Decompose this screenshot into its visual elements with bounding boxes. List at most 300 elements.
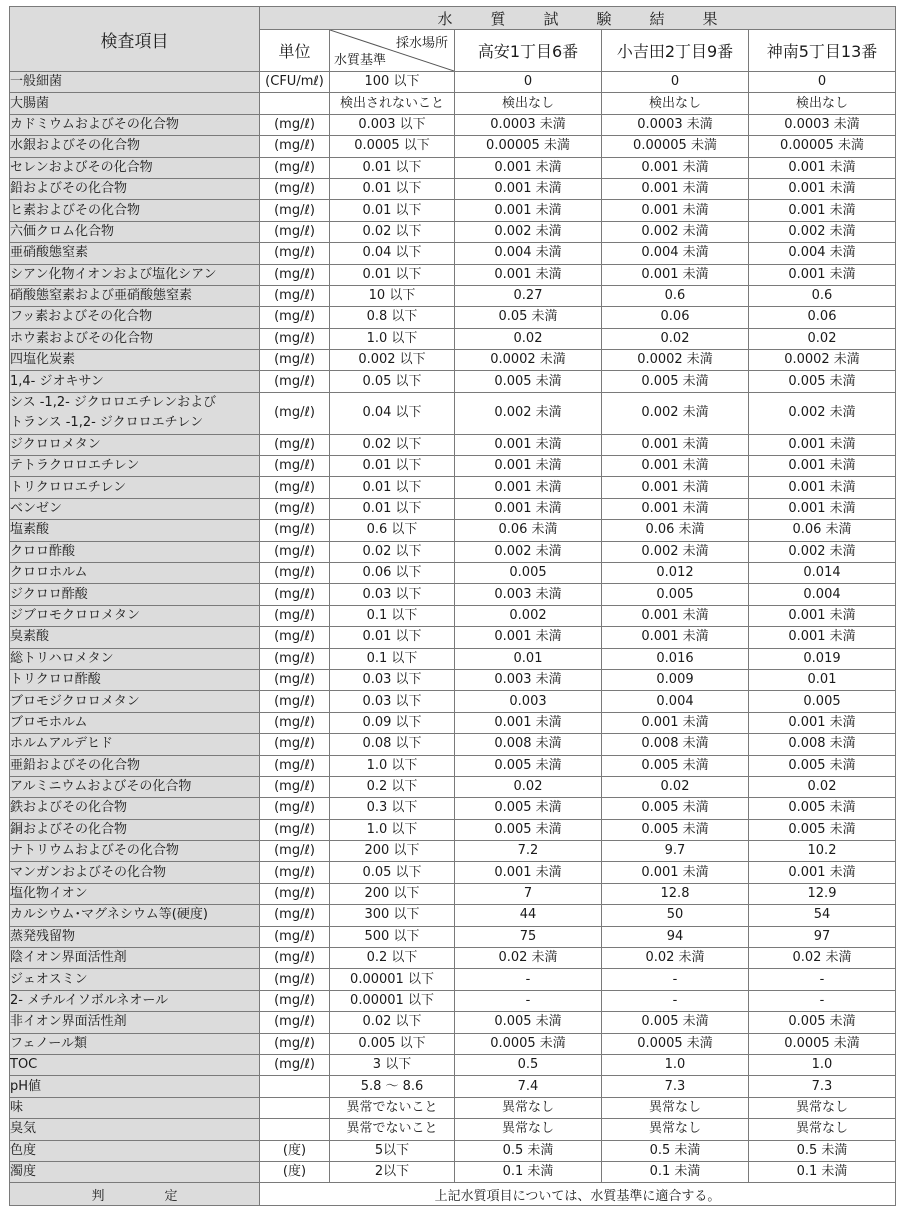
judgement-label-cell xyxy=(10,1183,260,1206)
item-standard: 0.0005 以下 xyxy=(330,136,455,157)
item-name-line: 濁度 xyxy=(10,1164,37,1180)
result-value: 0.00005 未満 xyxy=(602,136,749,157)
item-name xyxy=(10,584,260,605)
item-unit: (mg/ℓ) xyxy=(260,136,330,157)
item-standard: 0.01 以下 xyxy=(330,498,455,519)
result-value: 0.1 未満 xyxy=(749,1161,896,1182)
item-standard: 0.6 以下 xyxy=(330,520,455,541)
item-name xyxy=(10,734,260,755)
result-value: 0.002 未満 xyxy=(749,392,896,434)
result-value: 0.02 未満 xyxy=(602,948,749,969)
result-value: 異常なし xyxy=(455,1119,602,1140)
item-unit: (CFU/mℓ) xyxy=(260,72,330,93)
item-name xyxy=(10,1076,260,1097)
result-value: 0.001 未満 xyxy=(749,456,896,477)
result-value: 0.005 未満 xyxy=(455,798,602,819)
result-value: 0.01 xyxy=(455,648,602,669)
result-value: 0.0003 未満 xyxy=(602,114,749,135)
result-value: 0.012 xyxy=(602,563,749,584)
item-standard: 0.00001 以下 xyxy=(330,969,455,990)
item-name-line: 陰イオン界面活性剤 xyxy=(10,950,127,966)
item-name-line: ブロモホルム xyxy=(10,714,88,730)
item-unit: (度) xyxy=(260,1161,330,1182)
item-name-line: 硝酸態窒素および亜硝酸態窒素 xyxy=(10,288,193,304)
site-header: 高安1丁目6番 xyxy=(455,30,602,72)
item-name-line: 塩素酸 xyxy=(10,522,50,538)
result-value: 0.001 未満 xyxy=(749,264,896,285)
result-value: 0.0005 未満 xyxy=(455,1033,602,1054)
item-name-line: 銅およびその化合物 xyxy=(10,821,128,837)
item-unit: (mg/ℓ) xyxy=(260,563,330,584)
table-row xyxy=(10,285,896,306)
item-name-line: 亜鉛およびその化合物 xyxy=(10,757,141,773)
table-row xyxy=(10,926,896,947)
item-standard: 検出されないこと xyxy=(330,93,455,114)
item-standard: 0.01 以下 xyxy=(330,178,455,199)
item-name xyxy=(10,350,260,371)
table-row xyxy=(10,200,896,221)
header-unit: 単位 xyxy=(260,30,330,72)
item-standard: 0.06 以下 xyxy=(330,563,455,584)
item-name-line: ブロモジクロロメタン xyxy=(10,693,140,709)
item-standard: 0.01 以下 xyxy=(330,200,455,221)
results-title-cell xyxy=(260,7,896,30)
result-value: 0.005 未満 xyxy=(749,819,896,840)
item-name xyxy=(10,264,260,285)
result-value: 0.014 xyxy=(749,563,896,584)
result-value: 0.005 未満 xyxy=(455,371,602,392)
item-name xyxy=(10,541,260,562)
item-name xyxy=(10,328,260,349)
table-row xyxy=(10,798,896,819)
item-name xyxy=(10,136,260,157)
item-unit: (mg/ℓ) xyxy=(260,114,330,135)
item-name xyxy=(10,178,260,199)
result-value: 0.5 未満 xyxy=(749,1140,896,1161)
result-value: 0.06 未満 xyxy=(602,520,749,541)
item-unit: (mg/ℓ) xyxy=(260,734,330,755)
result-value: 0.02 xyxy=(455,328,602,349)
result-value: 0.001 未満 xyxy=(602,862,749,883)
item-name-line: シアン化物イオンおよび塩化シアン xyxy=(10,266,217,282)
item-unit: (mg/ℓ) xyxy=(260,862,330,883)
result-value: 0.0005 未満 xyxy=(749,1033,896,1054)
table-row xyxy=(10,755,896,776)
item-name xyxy=(10,798,260,819)
result-value: 0.001 未満 xyxy=(749,157,896,178)
table-row xyxy=(10,776,896,797)
item-standard: 0.08 以下 xyxy=(330,734,455,755)
item-name-line: 1,4- ジオキサン xyxy=(10,373,104,389)
item-name xyxy=(10,1119,260,1140)
item-name xyxy=(10,114,260,135)
item-name-line: ベンゼン xyxy=(10,501,63,517)
item-name-line: 非イオン界面活性剤 xyxy=(10,1014,127,1030)
header-site-standard xyxy=(330,30,455,72)
item-name-line: フッ素およびその化合物 xyxy=(10,309,153,325)
result-value: - xyxy=(749,969,896,990)
item-unit: (mg/ℓ) xyxy=(260,691,330,712)
item-unit: (mg/ℓ) xyxy=(260,200,330,221)
result-value: 50 xyxy=(602,905,749,926)
result-value: 0.06 xyxy=(602,307,749,328)
result-value: 0.0002 未満 xyxy=(749,350,896,371)
item-unit xyxy=(260,1076,330,1097)
result-value: 0.004 xyxy=(602,691,749,712)
table-row xyxy=(10,498,896,519)
item-standard: 0.04 以下 xyxy=(330,243,455,264)
item-name-line: トランス -1,2- ジクロロエチレン xyxy=(10,415,204,431)
item-name xyxy=(10,243,260,264)
item-name-line: シス -1,2- ジクロロエチレンおよび xyxy=(10,395,217,411)
table-row xyxy=(10,157,896,178)
item-name xyxy=(10,72,260,93)
result-value: 0.005 未満 xyxy=(455,1012,602,1033)
result-value: 0.00005 未満 xyxy=(749,136,896,157)
item-name xyxy=(10,948,260,969)
result-value: - xyxy=(602,969,749,990)
result-value: 0.001 未満 xyxy=(602,605,749,626)
item-unit: (mg/ℓ) xyxy=(260,990,330,1011)
item-standard: 0.03 以下 xyxy=(330,691,455,712)
item-name-line: ヒ素およびその化合物 xyxy=(10,202,141,218)
result-value: 0.009 xyxy=(602,669,749,690)
result-value: 0.004 未満 xyxy=(602,243,749,264)
result-value: 0.005 未満 xyxy=(602,755,749,776)
table-row xyxy=(10,392,896,434)
result-value: 異常なし xyxy=(749,1097,896,1118)
result-value: 0.002 xyxy=(455,605,602,626)
result-value: 0.005 未満 xyxy=(749,371,896,392)
result-value: 1.0 xyxy=(749,1054,896,1075)
item-name-line: ジェオスミン xyxy=(10,971,88,987)
item-unit: (mg/ℓ) xyxy=(260,712,330,733)
result-value: 0.005 未満 xyxy=(455,755,602,776)
table-row xyxy=(10,541,896,562)
item-unit: (mg/ℓ) xyxy=(260,434,330,455)
result-value: 0.001 未満 xyxy=(749,712,896,733)
table-row xyxy=(10,605,896,626)
item-standard: 100 以下 xyxy=(330,72,455,93)
table-row xyxy=(10,691,896,712)
item-name xyxy=(10,498,260,519)
result-value: 0.002 未満 xyxy=(749,221,896,242)
result-value: 0.001 未満 xyxy=(602,477,749,498)
result-value: 0.002 未満 xyxy=(602,541,749,562)
table-row xyxy=(10,72,896,93)
item-standard: 0.03 以下 xyxy=(330,669,455,690)
result-value: 0.005 未満 xyxy=(455,819,602,840)
result-value: 7.3 xyxy=(602,1076,749,1097)
item-standard: 0.03 以下 xyxy=(330,584,455,605)
result-value: 0.02 xyxy=(749,776,896,797)
item-name-line: 鉛およびその化合物 xyxy=(10,181,128,197)
result-value: 0.002 未満 xyxy=(602,392,749,434)
item-name xyxy=(10,285,260,306)
result-value: 0.6 xyxy=(749,285,896,306)
result-value: 0.001 未満 xyxy=(602,627,749,648)
item-name xyxy=(10,520,260,541)
result-value: 0.001 未満 xyxy=(455,862,602,883)
table-row xyxy=(10,477,896,498)
item-name-line: TOC xyxy=(10,1057,38,1073)
table-row xyxy=(10,114,896,135)
item-name xyxy=(10,691,260,712)
item-standard: 0.02 以下 xyxy=(330,541,455,562)
result-value: 0.008 未満 xyxy=(455,734,602,755)
result-value: 0.001 未満 xyxy=(455,477,602,498)
table-row xyxy=(10,819,896,840)
item-standard: 10 以下 xyxy=(330,285,455,306)
result-value: 0.002 未満 xyxy=(455,392,602,434)
result-value: 0.005 xyxy=(749,691,896,712)
result-value: 54 xyxy=(749,905,896,926)
result-value: 0.5 未満 xyxy=(455,1140,602,1161)
item-name-line: アルミニウムおよびその化合物 xyxy=(10,779,192,795)
item-name-line: トリクロロエチレン xyxy=(10,479,127,495)
result-value: 異常なし xyxy=(455,1097,602,1118)
item-name xyxy=(10,392,260,434)
result-value: - xyxy=(455,969,602,990)
item-name-line: ジブロモクロロメタン xyxy=(10,607,141,623)
item-name xyxy=(10,926,260,947)
table-row xyxy=(10,841,896,862)
item-standard: 0.01 以下 xyxy=(330,456,455,477)
result-value: 9.7 xyxy=(602,841,749,862)
item-standard: 1.0 以下 xyxy=(330,819,455,840)
item-name xyxy=(10,1012,260,1033)
result-value: 0.001 未満 xyxy=(602,178,749,199)
result-value: 0 xyxy=(455,72,602,93)
item-name-line: カルシウム･マグネシウム等(硬度) xyxy=(10,907,208,923)
result-value: 0.0003 未満 xyxy=(749,114,896,135)
item-name xyxy=(10,669,260,690)
result-value: 0.001 未満 xyxy=(602,712,749,733)
item-name-line: 塩化物イオン xyxy=(10,886,88,902)
item-name-line: クロロホルム xyxy=(10,565,88,581)
result-value: 0 xyxy=(602,72,749,93)
result-value: 0.5 xyxy=(455,1054,602,1075)
item-unit: (mg/ℓ) xyxy=(260,755,330,776)
table-row xyxy=(10,990,896,1011)
result-value: 0.001 未満 xyxy=(602,434,749,455)
table-row xyxy=(10,584,896,605)
result-value: 7.4 xyxy=(455,1076,602,1097)
table-row xyxy=(10,307,896,328)
item-name-line: 四塩化炭素 xyxy=(10,352,76,368)
item-name-line: ジクロロ酢酸 xyxy=(10,586,88,602)
result-value: 0.0002 未満 xyxy=(602,350,749,371)
item-unit: (mg/ℓ) xyxy=(260,264,330,285)
item-name xyxy=(10,1161,260,1182)
result-value: 0.1 未満 xyxy=(602,1161,749,1182)
item-name xyxy=(10,605,260,626)
result-value: 12.8 xyxy=(602,883,749,904)
table-row xyxy=(10,243,896,264)
result-value: 0.005 xyxy=(455,563,602,584)
item-name xyxy=(10,434,260,455)
table-row xyxy=(10,178,896,199)
result-value: 0.001 未満 xyxy=(455,498,602,519)
item-name-line: 2- メチルイソボルネオール xyxy=(10,993,169,1008)
item-unit: (mg/ℓ) xyxy=(260,776,330,797)
table-row xyxy=(10,371,896,392)
item-standard: 0.3 以下 xyxy=(330,798,455,819)
item-unit: (mg/ℓ) xyxy=(260,350,330,371)
item-standard: 300 以下 xyxy=(330,905,455,926)
site-label: 採水場所 xyxy=(395,36,448,51)
item-standard: 0.1 以下 xyxy=(330,605,455,626)
item-unit: (mg/ℓ) xyxy=(260,520,330,541)
item-unit xyxy=(260,93,330,114)
item-unit: (mg/ℓ) xyxy=(260,285,330,306)
result-value: 0.001 未満 xyxy=(602,456,749,477)
item-unit: (mg/ℓ) xyxy=(260,969,330,990)
item-name-line: 総トリハロメタン xyxy=(10,650,114,666)
item-unit: (mg/ℓ) xyxy=(260,307,330,328)
result-value: 0.004 xyxy=(749,584,896,605)
result-value: 0.02 未満 xyxy=(749,948,896,969)
item-name-line: 亜硝酸態窒素 xyxy=(10,245,89,261)
item-name-line: ホウ素およびその化合物 xyxy=(10,330,154,346)
item-name-line: クロロ酢酸 xyxy=(10,543,76,559)
item-name xyxy=(10,1033,260,1054)
result-value: 0.003 未満 xyxy=(455,669,602,690)
item-name-line: テトラクロロエチレン xyxy=(10,458,140,474)
result-value: 0.001 未満 xyxy=(455,178,602,199)
item-standard: 0.2 以下 xyxy=(330,948,455,969)
result-value: 94 xyxy=(602,926,749,947)
item-unit xyxy=(260,1119,330,1140)
result-value: 0.003 未満 xyxy=(455,584,602,605)
item-name xyxy=(10,627,260,648)
result-value: 0.6 xyxy=(602,285,749,306)
item-standard: 0.01 以下 xyxy=(330,264,455,285)
item-unit: (mg/ℓ) xyxy=(260,498,330,519)
item-unit: (mg/ℓ) xyxy=(260,221,330,242)
item-unit: (mg/ℓ) xyxy=(260,541,330,562)
item-name-line: 色度 xyxy=(10,1142,37,1158)
item-standard: 1.0 以下 xyxy=(330,755,455,776)
item-name-line: ナトリウムおよびその化合物 xyxy=(10,843,179,859)
item-name-line: 味 xyxy=(10,1099,24,1115)
result-value: - xyxy=(455,990,602,1011)
item-name-line: カドミウムおよびその化合物 xyxy=(10,116,179,132)
result-value: 0.27 xyxy=(455,285,602,306)
item-name xyxy=(10,1097,260,1118)
item-name xyxy=(10,200,260,221)
result-value: 0.02 xyxy=(602,328,749,349)
table-row xyxy=(10,563,896,584)
item-name xyxy=(10,456,260,477)
result-value: 0.019 xyxy=(749,648,896,669)
result-value: 0.005 未満 xyxy=(602,371,749,392)
result-value: 0.005 未満 xyxy=(602,1012,749,1033)
result-value: 0.02 xyxy=(602,776,749,797)
table-row xyxy=(10,328,896,349)
result-value: 12.9 xyxy=(749,883,896,904)
result-value: 0.003 xyxy=(455,691,602,712)
table-row xyxy=(10,627,896,648)
result-value: 0.001 未満 xyxy=(749,498,896,519)
item-unit: (mg/ℓ) xyxy=(260,456,330,477)
item-name-line: 蒸発残留物 xyxy=(10,928,76,944)
result-value: 0.001 未満 xyxy=(455,712,602,733)
item-unit: (mg/ℓ) xyxy=(260,648,330,669)
result-value: 0.001 未満 xyxy=(749,627,896,648)
item-name xyxy=(10,776,260,797)
site-header: 神南5丁目13番 xyxy=(749,30,896,72)
item-name xyxy=(10,1140,260,1161)
result-value: 0.016 xyxy=(602,648,749,669)
table-row xyxy=(10,1161,896,1182)
item-standard: 異常でないこと xyxy=(330,1097,455,1118)
table-row xyxy=(10,520,896,541)
result-value: 0.001 未満 xyxy=(749,605,896,626)
result-value: 0.005 未満 xyxy=(602,798,749,819)
table-row xyxy=(10,648,896,669)
table-row xyxy=(10,221,896,242)
judgement-text: 上記水質項目については、水質基準に適合する。 xyxy=(260,1183,896,1206)
item-unit: (mg/ℓ) xyxy=(260,669,330,690)
item-name xyxy=(10,883,260,904)
header-item: 検査項目 xyxy=(10,7,260,72)
table-row xyxy=(10,669,896,690)
item-name-line: ジクロロメタン xyxy=(10,436,101,452)
result-value: 0.004 未満 xyxy=(455,243,602,264)
result-value: 0.002 未満 xyxy=(455,541,602,562)
item-unit: (度) xyxy=(260,1140,330,1161)
item-name-line: 鉄およびその化合物 xyxy=(10,800,128,816)
item-name xyxy=(10,712,260,733)
result-value: 0.002 未満 xyxy=(602,221,749,242)
item-name-line: 臭素酸 xyxy=(10,629,50,645)
result-value: 0.002 未満 xyxy=(455,221,602,242)
item-unit: (mg/ℓ) xyxy=(260,1054,330,1075)
item-unit: (mg/ℓ) xyxy=(260,157,330,178)
result-value: 0.001 未満 xyxy=(455,434,602,455)
table-row xyxy=(10,734,896,755)
result-value: 検出なし xyxy=(455,93,602,114)
item-name xyxy=(10,1054,260,1075)
table-row xyxy=(10,136,896,157)
result-value: 検出なし xyxy=(602,93,749,114)
result-value: 97 xyxy=(749,926,896,947)
table-row xyxy=(10,883,896,904)
item-name xyxy=(10,841,260,862)
item-standard: 3 以下 xyxy=(330,1054,455,1075)
item-unit: (mg/ℓ) xyxy=(260,477,330,498)
result-value: 0.001 未満 xyxy=(455,264,602,285)
result-value: 44 xyxy=(455,905,602,926)
table-row xyxy=(10,456,896,477)
item-unit: (mg/ℓ) xyxy=(260,605,330,626)
item-standard: 0.02 以下 xyxy=(330,434,455,455)
item-name xyxy=(10,990,260,1011)
result-value: - xyxy=(749,990,896,1011)
result-value: 0.001 未満 xyxy=(749,862,896,883)
item-unit: (mg/ℓ) xyxy=(260,1033,330,1054)
result-value: 0.0003 未満 xyxy=(455,114,602,135)
table-row xyxy=(10,1119,896,1140)
item-unit: (mg/ℓ) xyxy=(260,371,330,392)
item-standard: 0.003 以下 xyxy=(330,114,455,135)
table-row xyxy=(10,712,896,733)
result-value: 0.001 未満 xyxy=(455,157,602,178)
item-name xyxy=(10,93,260,114)
item-standard: 0.01 以下 xyxy=(330,157,455,178)
table-row xyxy=(10,264,896,285)
